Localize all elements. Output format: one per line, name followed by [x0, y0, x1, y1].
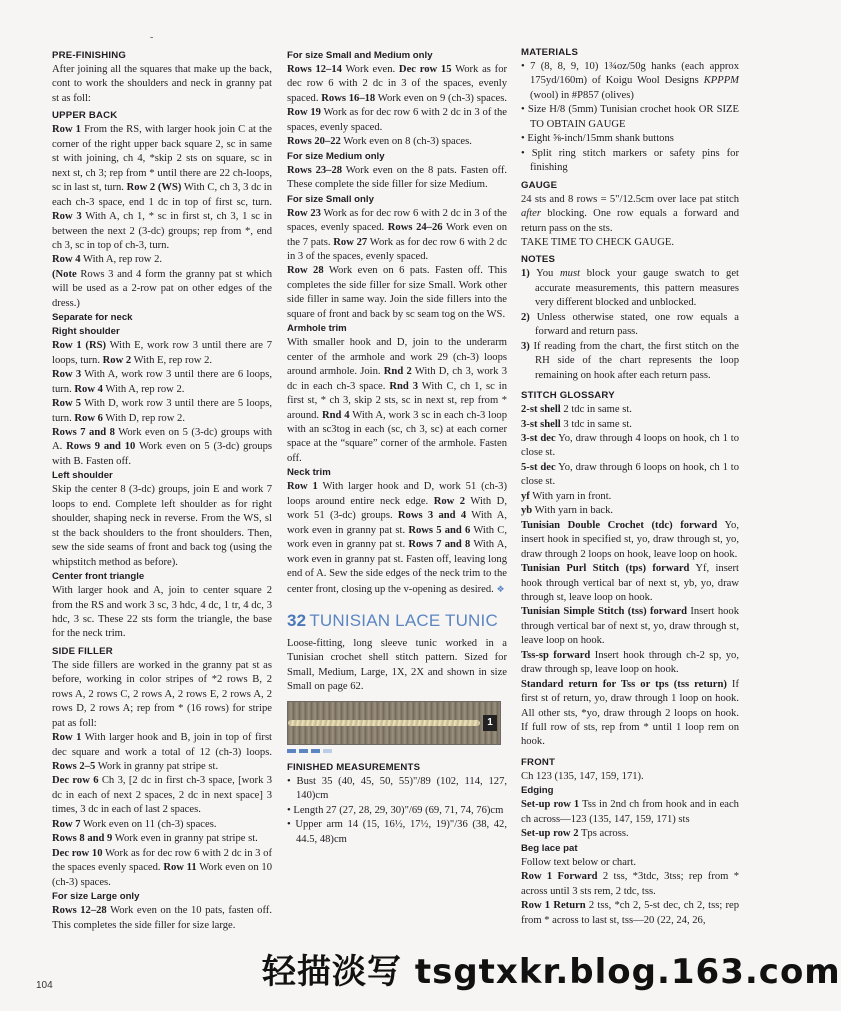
skill-bar-3	[311, 749, 320, 753]
skill-bar-4	[323, 749, 332, 753]
list-item: yb With yarn in back.	[521, 505, 614, 517]
upper-back-heading: UPPER BACK	[52, 110, 118, 122]
right-shoulder-rows-3-4: Row 3 With A, work row 3 until there are 6 loops, turn. Row 4 With A, rep row 2.	[52, 369, 272, 395]
skill-level-bars	[287, 749, 507, 753]
end-diamond-icon: ❖	[496, 583, 505, 594]
armhole-trim-text: With smaller hook and D, join to the underarm center of the armhole and work 29 (ch-3) loops around armhole. Join. Rnd 2 With D, ch 3, work 3 dc in each ch-3 space. Rnd 3 With C, ch 1, sc in first st, * ch 3, skip 2 sts, sc in next st, rep from * around. Rnd 4 With A, work 3 sc in each ch-3 loop with an sc3tog in each (sc, ch 3, sc) at each corner space at the “square” corner of the armhole. Fasten off.	[287, 337, 507, 464]
list-item: Tunisian Purl Stitch (tps) forward Yf, insert hook through vertical bar of next st, yb, yo, draw through st, leave loop on hook.	[521, 563, 739, 603]
side-filler-row-7: Row 7 Work even on 11 (ch-3) spaces.	[52, 818, 217, 830]
small-only-heading: For size Small only	[287, 193, 374, 205]
side-filler-rows-8-9: Rows 8 and 9 Work even in granny pat stripe st.	[52, 833, 258, 845]
finished-measurements-list	[287, 775, 507, 847]
column-right	[521, 46, 739, 956]
setup-row-1: Set-up row 1 Tss in 2nd ch from hook and in each ch across—123 (135, 147, 159, 171) sts	[521, 799, 739, 825]
tunic-title	[287, 611, 507, 631]
list-item: 3-st shell 3 tdc in same st.	[521, 418, 632, 430]
skill-bar-2	[299, 749, 308, 753]
skill-level-badge: 1	[483, 715, 497, 731]
right-shoulder-heading: Right shoulder	[52, 326, 120, 338]
pattern-number: 32	[287, 610, 307, 630]
side-filler-dec-row-6: Dec row 6 Ch 3, [2 dc in first ch-3 space, [work 3 dc in each of next 2 spaces, 2 dc in next space] 3 times, 3 dc in each of last 2 spaces.	[52, 775, 273, 816]
row-1-return: Row 1 Return 2 tss, *ch 2, 5-st dec, ch 2, tss; rep from * across to last st, tss—20 (22, 24, 26,	[521, 900, 740, 926]
skill-bar-1	[287, 749, 296, 753]
list-item: • Length 27 (27, 28, 29, 30)"/69 (69, 71, 74, 76)cm	[287, 804, 504, 816]
edging-heading: Edging	[521, 785, 554, 797]
list-item: Tunisian Simple Stitch (tss) forward Insert hook through vertical bar of next st, yo, draw through st, leave loop on hook.	[521, 606, 740, 647]
large-only-rows: Rows 12–28 Work even on the 10 pats, fasten off. This completes the side filler for size large.	[52, 905, 272, 931]
row-1-forward: Row 1 Forward 2 tss, *3tdc, 3tss; rep from * across until 3 sts rem, 2 tdc, tss.	[521, 871, 740, 897]
column-left	[52, 46, 272, 956]
notes-list	[521, 267, 739, 383]
left-shoulder-heading: Left shoulder	[52, 470, 113, 482]
prefinishing-text: After joining all the squares that make up the back, cont to work the shoulders and neck in granny pat st as foll:	[52, 64, 272, 104]
separate-neck-heading: Separate for neck	[52, 312, 133, 324]
neck-trim-text: Row 1 With larger hook and D, work 51 (ch-3) loops around entire neck edge. Row 2 With D, work 51 (3-dc) groups. Rows 3 and 4 With A, work even in granny pat st. Rows 5 and 6 With C, work even in granny pat st. Rows 7 and 8 With A, work even in granny pat st. Fasten off, leaving long end of A. Sew the side edges of the neck trim to the center front, closing up the v-opening as desired. ❖	[287, 481, 508, 595]
right-shoulder-rows-7-10: Rows 7 and 8 Work even on 5 (3-dc) groups with A. Rows 9 and 10 Work even on 5 (3-dc) groups with B. Fasten off.	[52, 426, 273, 467]
medium-only-heading: For size Medium only	[287, 150, 385, 162]
stitch-glossary-list	[521, 403, 739, 750]
pattern-title: TUNISIAN LACE TUNIC	[309, 610, 498, 630]
page-top-mark: -	[150, 32, 154, 43]
list-item: • Size H/8 (5mm) Tunisian crochet hook OR SIZE TO OBTAIN GAUGE	[521, 104, 740, 130]
upper-back-rows: Row 1 From the RS, with larger hook join C at the corner of the right upper back square 2, sc in same st with joining, ch 4, *skip 2 sts on square, sc in next st, ch 3; rep from * until there are 22 ch-loops, sc in last st, turn. Row 2 (WS) With C, ch 3, 3 dc in each ch-3 space, end 1 dc in top of first sc, turn. Row 3 With A, ch 1, * sc in first st, ch 3, 1 sc in between the next 2 (3-dc) groups; rep from *, end ch 3, sc in top of ch-3, turn.	[52, 124, 273, 251]
list-item: 2) Unless otherwise stated, one row equals a forward and return pass.	[521, 311, 739, 338]
small-medium-rows-20-22: Rows 20–22 Work even on 8 (ch-3) spaces.	[287, 136, 472, 148]
left-shoulder-text: Skip the center 8 (3-dc) groups, join E and work 7 loops to end. Complete left shoulder as for right shoulder, shaping neck in reverse. From the WS, sl st the back shoulders to the front shoulders. Then, sew the side seams of front and back tog (using the whipstitch method as before).	[52, 484, 272, 568]
center-front-text: With larger hook and A, join to center square 2 from the RS and work 3 sc, 3 hdc, 4 dc, 1 tr, 4 dc, 3 hdc, 3 sc. These 22 sts form the triangle, the base for the neck trim.	[52, 585, 272, 640]
side-filler-heading: SIDE FILLER	[52, 645, 113, 657]
small-medium-rows: Rows 12–14 Work even. Dec row 15 Work as for dec row 6 with 2 dc in 3 of the spaces, evenly spaced. Rows 16–18 Work even on 9 (ch-3) spaces. Row 19 Work as for dec row 6 with 2 dc in 3 of the spaces, evenly spaced.	[287, 64, 508, 133]
list-item: 5-st dec Yo, draw through 6 loops on hook, ch 1 to close st.	[521, 461, 739, 488]
armhole-trim-heading: Armhole trim	[287, 323, 347, 335]
gauge-heading: GAUGE	[521, 179, 558, 191]
list-item: • Bust 35 (40, 45, 50, 55)"/89 (102, 114, 127, 140)cm	[287, 775, 508, 802]
yarn-swatch-image	[287, 701, 501, 745]
list-item: • Upper arm 14 (15, 16½, 17½, 19)"/36 (38, 42, 44.5, 48)cm	[287, 819, 508, 845]
right-shoulder-rows-5-6: Row 5 With D, work row 3 until there are 5 loops, turn. Row 6 With D, rep row 2.	[52, 398, 273, 424]
list-item: Tunisian Double Crochet (tdc) forward Yo, insert hook in specified st, yo, draw through st, yo, draw through 2 loops on hook, leave loop on hook.	[521, 519, 739, 560]
list-item: • Eight ⅝-inch/15mm shank buttons	[521, 133, 674, 145]
materials-heading: MATERIALS	[521, 47, 579, 58]
gauge-check: TAKE TIME TO CHECK GAUGE.	[521, 236, 675, 248]
list-item: 1) You must block your gauge swatch to get accurate measurements, this pattern measures very different blocked and unblocked.	[521, 268, 739, 309]
list-item: Tss-sp forward Insert hook through ch-2 sp, yo, draw through sp, leave loop on hook.	[521, 649, 739, 676]
materials-list	[521, 60, 739, 176]
right-shoulder-rows-1-2: Row 1 (RS) With E, work row 3 until there are 7 loops, turn. Row 2 With E, rep row 2.	[52, 340, 272, 366]
list-item: Standard return for Tss or tps (tss return) If first st of return, yo, draw through 1 loop on hook. All other sts, *yo, draw through 2 loops on hook. If full row of sts, rep from * until 1 loop rem on hook.	[521, 678, 739, 748]
side-filler-rows-1-5: Row 1 With larger hook and B, join in top of first dec square and work a total of 12 (ch-3) loops. Rows 2–5 Work in granny pat stripe st.	[52, 732, 273, 773]
small-only-row-28: Row 28 Work even on 6 pats. Fasten off. This completes the side filler for size Small. Work other side filler in same way. Join the side fillers into the square of front and back by sc seam tog on the WS.	[287, 265, 507, 320]
blog-watermark: 轻描淡写 tsgtxkr.blog.163.com	[262, 952, 841, 992]
page-number: 104	[36, 980, 53, 991]
side-filler-rows-10-11: Dec row 10 Work as for dec row 6 with 2 dc in 3 of the spaces evenly spaced. Row 11 Work even on 10 (ch-3) spaces.	[52, 847, 272, 888]
beg-lace-heading: Beg lace pat	[521, 842, 578, 854]
upper-back-row4: Row 4 With A, rep row 2.	[52, 254, 163, 266]
list-item: • 7 (8, 8, 9, 10) 1¾oz/50g hanks (each approx 175yd/160m) of Koigu Wool Designs KPPPM (wool) in #P857 (olives)	[521, 61, 740, 101]
side-filler-text: The side fillers are worked in the granny pat st as before, working in color stripes of *2 rows B, 2 rows A, 2 rows C, 2 rows A, 2 rows E, 2 rows A, 2 rows D, 2 rows A; rep from * (16 rows) for stripe pat as foll:	[52, 659, 272, 729]
front-heading: FRONT	[521, 756, 556, 768]
medium-only-rows: Rows 23–28 Work even on the 8 pats. Fasten off. These complete the side filler for size Medium.	[287, 164, 507, 191]
neck-trim-heading: Neck trim	[287, 467, 331, 479]
list-item: 3) If reading from the chart, the first stitch on the RH side of the chart represents the loop remaining on hook after each return pass.	[521, 340, 739, 381]
setup-row-2: Set-up row 2 Tps across.	[521, 828, 629, 840]
list-item: • Split ring stitch markers or safety pins for finishing	[521, 147, 740, 174]
gauge-text: 24 sts and 8 rows = 5"/12.5cm over lace pat stitch after blocking. One row equals a forward and return pass on the sts.	[521, 193, 739, 234]
yarn-strand	[288, 720, 480, 726]
small-medium-heading: For size Small and Medium only	[287, 50, 433, 61]
stitch-glossary-heading: STITCH GLOSSARY	[521, 390, 615, 402]
list-item: 3-st dec Yo, draw through 4 loops on hook, ch 1 to close st.	[521, 432, 739, 459]
small-only-rows: Row 23 Work as for dec row 6 with 2 dc in 3 of the spaces, evenly spaced. Rows 24–26 Work even on the 7 pats. Row 27 Work as for dec row 6 with 2 dc in 3 of the spaces, evenly spaced.	[287, 207, 508, 262]
tunic-intro: Loose-fitting, long sleeve tunic worked in a Tunisian crochet shell stitch pattern. Sized for Small, Medium, Large, 1X, 2X and shown in size Small on page 62.	[287, 637, 507, 693]
upper-back-note: (Note Rows 3 and 4 form the granny pat st which will be used as a 2-row pat on other edges of the dress.)	[52, 268, 272, 309]
beg-lace-text: Follow text below or chart.	[521, 856, 637, 868]
front-text: Ch 123 (135, 147, 159, 171).	[521, 770, 644, 782]
list-item: 2-st shell 2 tdc in same st.	[521, 404, 632, 416]
column-middle	[287, 46, 507, 956]
prefinishing-heading: PRE-FINISHING	[52, 50, 127, 61]
center-front-heading: Center front triangle	[52, 571, 145, 583]
list-item: yf With yarn in front.	[521, 490, 612, 502]
large-only-heading: For size Large only	[52, 891, 140, 903]
finished-measurements-heading: FINISHED MEASUREMENTS	[287, 761, 421, 773]
notes-heading: NOTES	[521, 254, 556, 266]
